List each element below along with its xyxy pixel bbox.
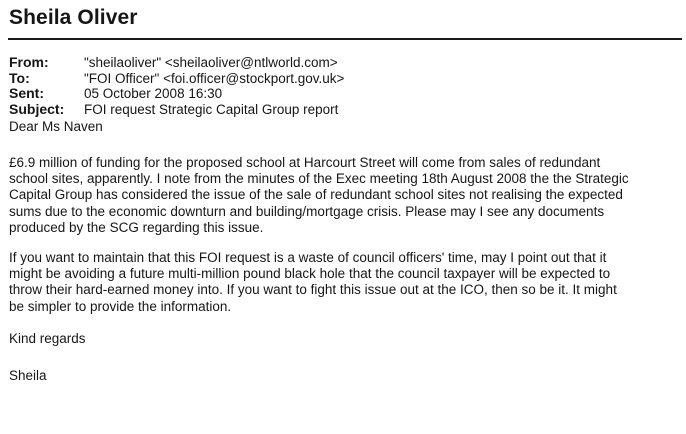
paragraph-line: produced by the SCG regarding this issue. [9, 219, 264, 235]
from-value: "sheilaoliver" <sheilaoliver@ntlworld.com> [84, 55, 338, 70]
greeting: Dear Ms Naven [9, 119, 103, 134]
closing: Kind regards [9, 331, 86, 346]
sender-name-title: Sheila Oliver [9, 6, 138, 29]
sent-value: 05 October 2008 16:30 [84, 86, 223, 101]
signature: Sheila [9, 368, 47, 383]
email-header [9, 55, 344, 117]
subject-label: Subject: [9, 100, 65, 117]
subject-row [9, 102, 344, 118]
paragraph-foi-justification [9, 250, 681, 315]
sent-row [9, 86, 344, 102]
paragraph-funding [9, 155, 681, 236]
paragraph-line: If you want to maintain that this FOI request is a waste of council officers' time, may I point out that it [9, 250, 607, 265]
to-label: To: [9, 69, 30, 86]
paragraph-line: be simpler to provide the information. [9, 298, 232, 314]
subject-value: FOI request Strategic Capital Group report [84, 101, 339, 117]
from-row [9, 55, 344, 71]
paragraph-line: school sites, apparently. I note from the minutes of the Exec meeting 18th August 2008 the the Strategic [9, 171, 629, 187]
paragraph-line: sums due to the economic downturn and building/mortgage crisis. Please may I see any documents [9, 203, 605, 219]
title-divider [8, 38, 682, 40]
to-row [9, 71, 344, 87]
paragraph-line: might be avoiding a future multi-million pound black hole that the council taxpayer will be expected to [9, 266, 611, 282]
paragraph-line: throw their hard-earned money into. If you want to fight this issue out at the ICO, then so be it. It might [9, 282, 617, 298]
from-label: From: [9, 54, 49, 70]
to-value: "FOI Officer" <foi.officer@stockport.gov.uk> [84, 70, 345, 86]
paragraph-line: £6.9 million of funding for the proposed school at Harcourt Street will come from sales of redundant [9, 155, 601, 170]
paragraph-line: Capital Group has considered the issue of the sale of redundant school sites not realising the expected [9, 187, 623, 203]
sent-label: Sent: [9, 85, 44, 101]
